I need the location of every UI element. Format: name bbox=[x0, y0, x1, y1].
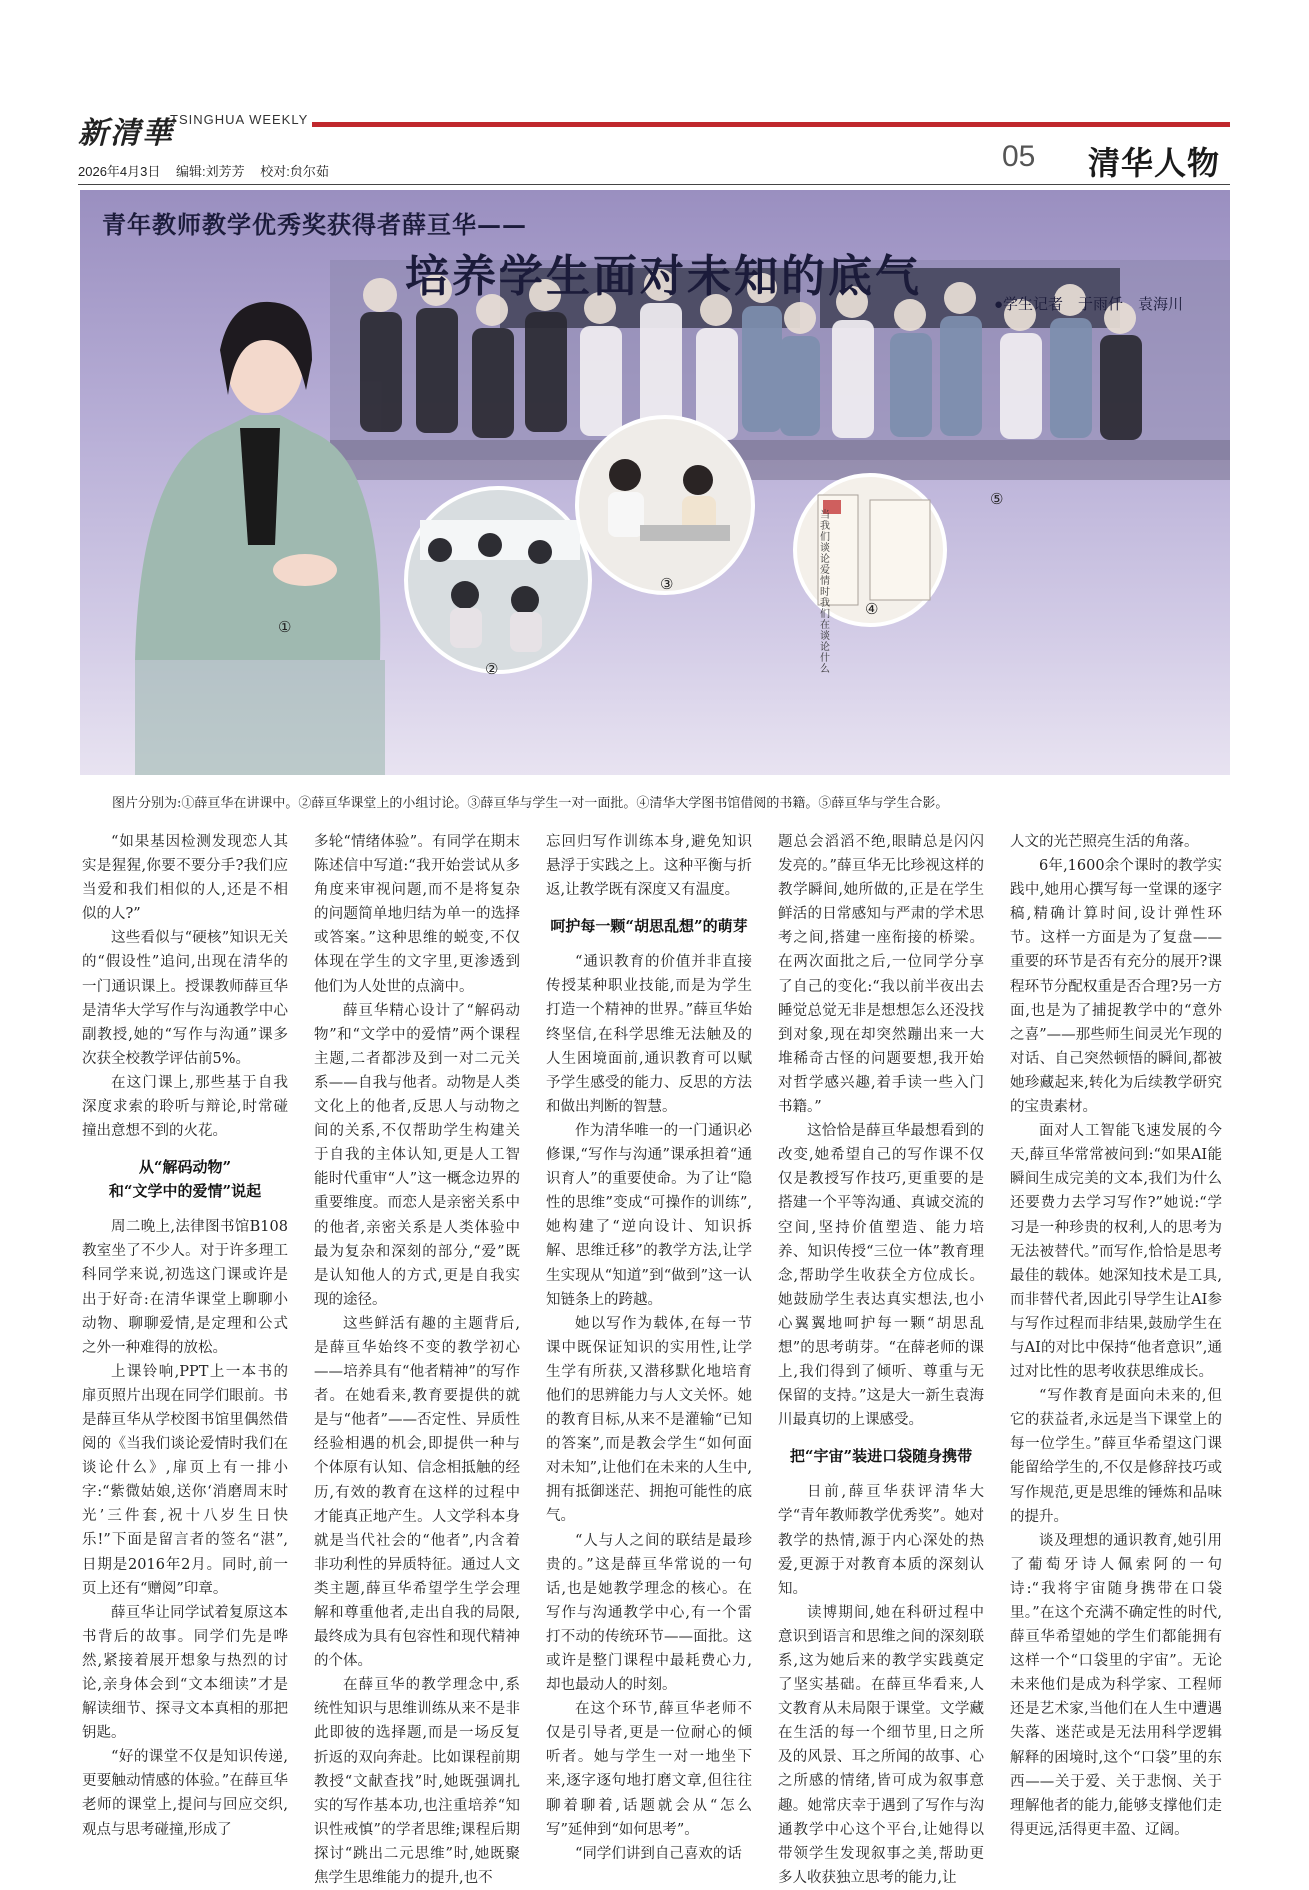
paragraph: 她以写作为载体,在每一节课中既保证知识的实用性,让学生学有所获,又潜移默化地培育他们的思辨能力与人文关怀。她的教育目标,从来不是灌输“已知的答案”,而是教会学生“如何面对未知”,让他们在未来的人生中,拥有抵御迷茫、拥抱可能性的底气。 bbox=[546, 1315, 752, 1525]
proofreader-credit: 校对:贠尔茹 bbox=[260, 164, 329, 179]
article-kicker: 青年教师教学优秀奖获得者薛亘华—— bbox=[102, 210, 527, 239]
photo-number-5: ⑤ bbox=[990, 490, 1004, 508]
header-divider bbox=[78, 184, 1230, 185]
paragraph: “写作教育是面向未来的,但它的获益者,永远是当下课堂上的每一位学生。”薛亘华希望这门课能留给学生的,不仅是修辞技巧或写作规范,更是思维的锤炼和品味的提升。 bbox=[1010, 1388, 1222, 1525]
paragraph: 在薛亘华的教学理念中,系统性知识与思维训练从来不是非此即彼的选择题,而是一场反复折返的双向奔赴。比如课程前期教授“文献查找”时,她既强调扎实的写作基本功,也注重培养“知识性戒慎”的学者思维;课程后期探讨“跳出二元思维”时,她既聚焦学生思维能力的提升,也不 bbox=[314, 1677, 520, 1887]
photo-number-1: ① bbox=[278, 618, 292, 636]
article-column-1 bbox=[82, 830, 288, 1842]
paragraph: 读博期间,她在科研过程中意识到语言和思维之间的深刻联系,这为她后来的教学实践奠定了坚实基础。在薛亘华看来,人文教育从未局限于课堂。文学藏在生活的每一个细节里,日之所及的风景、耳之所闻的故事、心之所感的情绪,皆可成为叙事意趣。她常庆幸于遇到了写作与沟通教学中心这个平台,让她得以带领学生发现叙事之美,帮助更多人收获独立思考的能力,让 bbox=[778, 1604, 984, 1886]
teacher-hands bbox=[273, 554, 337, 586]
photo-number-2: ② bbox=[485, 660, 499, 678]
paragraph: “同学们讲到自己喜欢的话 bbox=[575, 1845, 742, 1862]
paragraph: 这恰恰是薛亘华最想看到的改变,她希望自己的写作课不仅仅是教授写作技巧,更重要的是搭建一个平等沟通、真诚交流的空间,坚持价值塑造、能力培养、知识传授“三位一体”教育理念,帮助学生收获全方位成长。她鼓励学生表达真实想法,也小心翼翼地呵护每一颗“胡思乱想”的思考萌芽。“在薛老师的课上,我们得到了倾听、尊重与无保留的支持。”这是大一新生袁海川最真切的上课感受。 bbox=[778, 1123, 984, 1429]
masthead-logo: 新清華 bbox=[78, 116, 174, 151]
paragraph: 多轮“情绪体验”。有同学在期末陈述信中写道:“我开始尝试从多角度来审视问题,而不是将复杂的问题简单地归结为单一的选择或答案。”这种思维的蜕变,不仅体现在学生的文字里,更渗透到他们为人处世的点滴中。 bbox=[314, 834, 520, 995]
inset-photo-one-on-one bbox=[577, 417, 753, 593]
article-column-2 bbox=[314, 830, 520, 1890]
subheading: 呵护每一颗“胡思乱想”的萌芽 bbox=[550, 917, 748, 936]
article-column-3 bbox=[546, 830, 752, 1866]
paragraph: 谈及理想的通识教育,她引用了葡萄牙诗人佩索阿的一句诗:“我将宇宙随身携带在口袋里。”在这个充满不确定性的时代,薛亘华希望她的学生们都能拥有这样一个“口袋里的宇宙”。无论未来他们是成为科学家、工程师还是艺术家,当他们在人生中遭遇失落、迷茫或是无法用科学逻辑解释的困境时,这个“口袋”里的东西——关于爱、关于悲悯、关于理解他者的能力,能够支撑他们走得更远,活得更丰盈、辽阔。 bbox=[1010, 1532, 1222, 1838]
page-number: 05 bbox=[1002, 140, 1036, 173]
inset-photo-group-discussion bbox=[406, 488, 590, 672]
classroom-table bbox=[330, 440, 1230, 480]
section-title: 清华人物 bbox=[1088, 144, 1221, 182]
paragraph: 面对人工智能飞速发展的今天,薛亘华常常被问到:“如果AI能瞬间生成完美的文本,我们为什么还要费力去学习写作?”她说:“学习是一种珍贵的权利,人的思考为无法被替代。”而写作,恰恰是思考最佳的载体。她深知技术是工具,而非替代者,因此引导学生让AI参与写作过程而非结果,鼓励学生在与AI的对比中保持“他者意识”,通过对比性的思考收获思维成长。 bbox=[1010, 1123, 1222, 1381]
header-red-rule bbox=[312, 122, 1230, 127]
dateline bbox=[78, 161, 341, 180]
photo-caption: 图片分别为:①薛亘华在讲课中。②薛亘华课堂上的小组讨论。③薛亘华与学生一对一面批。④清华大学图书馆借阅的书籍。⑤薛亘华与学生合影。 bbox=[112, 796, 949, 811]
masthead-english: TSINGHUA WEEKLY bbox=[170, 112, 309, 127]
paragraph: 题总会滔滔不绝,眼睛总是闪闪发亮的。”薛亘华无比珍视这样的教学瞬间,她所做的,正是在学生鲜活的日常感知与严肃的学术思考之间,搭建一座衔接的桥梁。在两次面批之后,一位同学分享了自己的变化:“我以前半夜出去睡觉总觉无非是想想怎么还没找到对象,现在却突然蹦出来一大堆稀奇古怪的问题要想,我开始对哲学感兴趣,着手读一些入门书籍。” bbox=[778, 834, 984, 1116]
subheading: 从“解码动物” 和“文学中的爱情”说起 bbox=[108, 1158, 262, 1201]
paragraph: 6年,1600余个课时的教学实践中,她用心撰写每一堂课的逐字稿,精确计算时间,设计弹性环节。这样一方面是为了复盘——重要的环节是否有充分的展开?课程环节分配权重是否合理?另一方面,也是为了捕捉教学中的“意外之喜”——那些师生间灵光乍现的对话、自己突然顿悟的瞬间,都被她珍藏起来,转化为后续教学研究的宝贵素材。 bbox=[1010, 858, 1222, 1116]
paragraph: 人文的光芒照亮生活的角落。 bbox=[1010, 834, 1199, 850]
paragraph: 这些看似与“硬核”知识无关的“假设性”追问,出现在清华的一门通识课上。授课教师薛亘华是清华大学写作与沟通教学中心副教授,她的“写作与沟通”课多次获全校教学评估前5%。 bbox=[82, 930, 288, 1067]
paragraph: 在这门课上,那些基于自我深度求索的聆听与辩论,时常碰撞出意想不到的火花。 bbox=[82, 1074, 288, 1140]
article-column-4 bbox=[778, 830, 984, 1890]
paragraph: 周二晚上,法律图书馆B108教室坐了不少人。对于许多理工科同学来说,初选这门课或许是出于好奇:在清华课堂上聊聊小动物、聊聊爱情,是定理和公式之外一种难得的放松。 bbox=[82, 1219, 288, 1356]
paragraph: 作为清华唯一的一门通识必修课,“写作与沟通”课承担着“通识育人”的重要使命。为了让“隐性的思维”变成“可操作的训练”,她构建了“逆向设计、知识拆解、思维迁移”的教学方法,让学生实现从“知道”到“做到”这一认知链条上的跨越。 bbox=[546, 1122, 752, 1308]
article-headline: 培养学生面对未知的底气 bbox=[405, 251, 922, 302]
issue-date: 2026年4月3日 bbox=[78, 164, 161, 179]
article-column-5 bbox=[1010, 830, 1222, 1842]
paragraph: 薛亘华精心设计了“解码动物”和“文学中的爱情”两个课程主题,二者都涉及到一对二元关系——自我与他者。动物是人类文化上的他者,反思人与动物之间的关系,不仅帮助学生构建关于自我的主体认知,更是人工智能时代重审“人”这一概念边界的重要维度。而恋人是亲密关系中的他者,亲密关系是人类体验中最为复杂和深刻的部分,“爱”既是认知他人的方式,更是自我实现的途径。 bbox=[314, 1002, 520, 1308]
paragraph: 这些鲜活有趣的主题背后,是薛亘华始终不变的教学初心——培养具有“他者精神”的写作者。在她看来,教育要提供的就是与“他者”——否定性、异质性经验相遇的机会,即提供一种与个体原有认知、信念相抵触的经历,有效的教育在这样的过程中才能真正地产生。人文学科本身就是当代社会的“他者”,内含着非功利性的异质特征。通过人文类主题,薛亘华希望学生学会理解和尊重他者,走出自我的局限,最终成为具有包容性和现代精神的个体。 bbox=[314, 1315, 520, 1670]
editor-credit: 编辑:刘芳芳 bbox=[176, 164, 245, 179]
paragraph: 忘回归写作训练本身,避免知识悬浮于实践之上。这种平衡与折返,让教学既有深度又有温度。 bbox=[546, 834, 752, 899]
article-byline: ●学生记者 于雨仟 袁海川 bbox=[994, 296, 1184, 313]
paragraph: “人与人之间的联结是最珍贵的。”这是薛亘华常说的一句话,也是她教学理念的核心。在写作与沟通教学中心,有一个雷打不动的传统环节——面批。这或许是整门课程中最耗费心力,却也最动人的时刻。 bbox=[546, 1532, 752, 1694]
paragraph: “如果基因检测发现恋人其实是猩猩,你要不要分手?我们应当爱和我们相似的人,还是不相似的人?” bbox=[82, 834, 288, 923]
paragraph: “通识教育的价值并非直接传授某种职业技能,而是为学生打造一个精神的世界。”薛亘华始终坚信,在科学思维无法触及的人生困境面前,通识教育可以赋予学生感受的能力、反思的方法和做出判断的智慧。 bbox=[546, 954, 752, 1115]
paragraph: 上课铃响,PPT上一本书的扉页照片出现在同学们眼前。书是薛亘华从学校图书馆里偶然借阅的《当我们谈论爱情时我们在谈论什么》,扉页上有一排小字:“紫微姑娘,送你‘消磨周末时光’三件套,祝十八岁生日快乐!”下面是留言者的签名“湛”,日期是2016年2月。同时,前一页上还有“赠阅”印章。 bbox=[82, 1363, 288, 1597]
paragraph: “好的课堂不仅是知识传递,更要触动情感的体验。”在薛亘华老师的课堂上,提问与回应交织,观点与思考碰撞,形成了 bbox=[82, 1749, 288, 1838]
paragraph: 薛亘华让同学试着复原这本书背后的故事。同学们先是哗然,紧接着展开想象与热烈的讨论,亲身体会到“文本细读”才是解读细节、探寻文本真相的那把钥匙。 bbox=[82, 1604, 288, 1742]
photo-number-3: ③ bbox=[660, 575, 674, 593]
photo-number-4: ④ bbox=[865, 600, 879, 618]
book-spine-text: 当我们谈论爱情时我们在谈论什么 bbox=[820, 510, 830, 675]
paragraph: 在这个环节,薛亘华老师不仅是引导者,更是一位耐心的倾听者。她与学生一对一地坐下来,逐字逐句地打磨文章,但往往聊着聊着,话题就会从“怎么写”延伸到“如何思考”。 bbox=[546, 1701, 752, 1838]
subheading: 把“宇宙”装进口袋随身携带 bbox=[789, 1447, 973, 1466]
paragraph: 日前,薛亘华获评清华大学“青年教师教学优秀奖”。她对教学的热情,源于内心深处的热爱,更源于对教育本质的深刻认知。 bbox=[778, 1484, 984, 1597]
